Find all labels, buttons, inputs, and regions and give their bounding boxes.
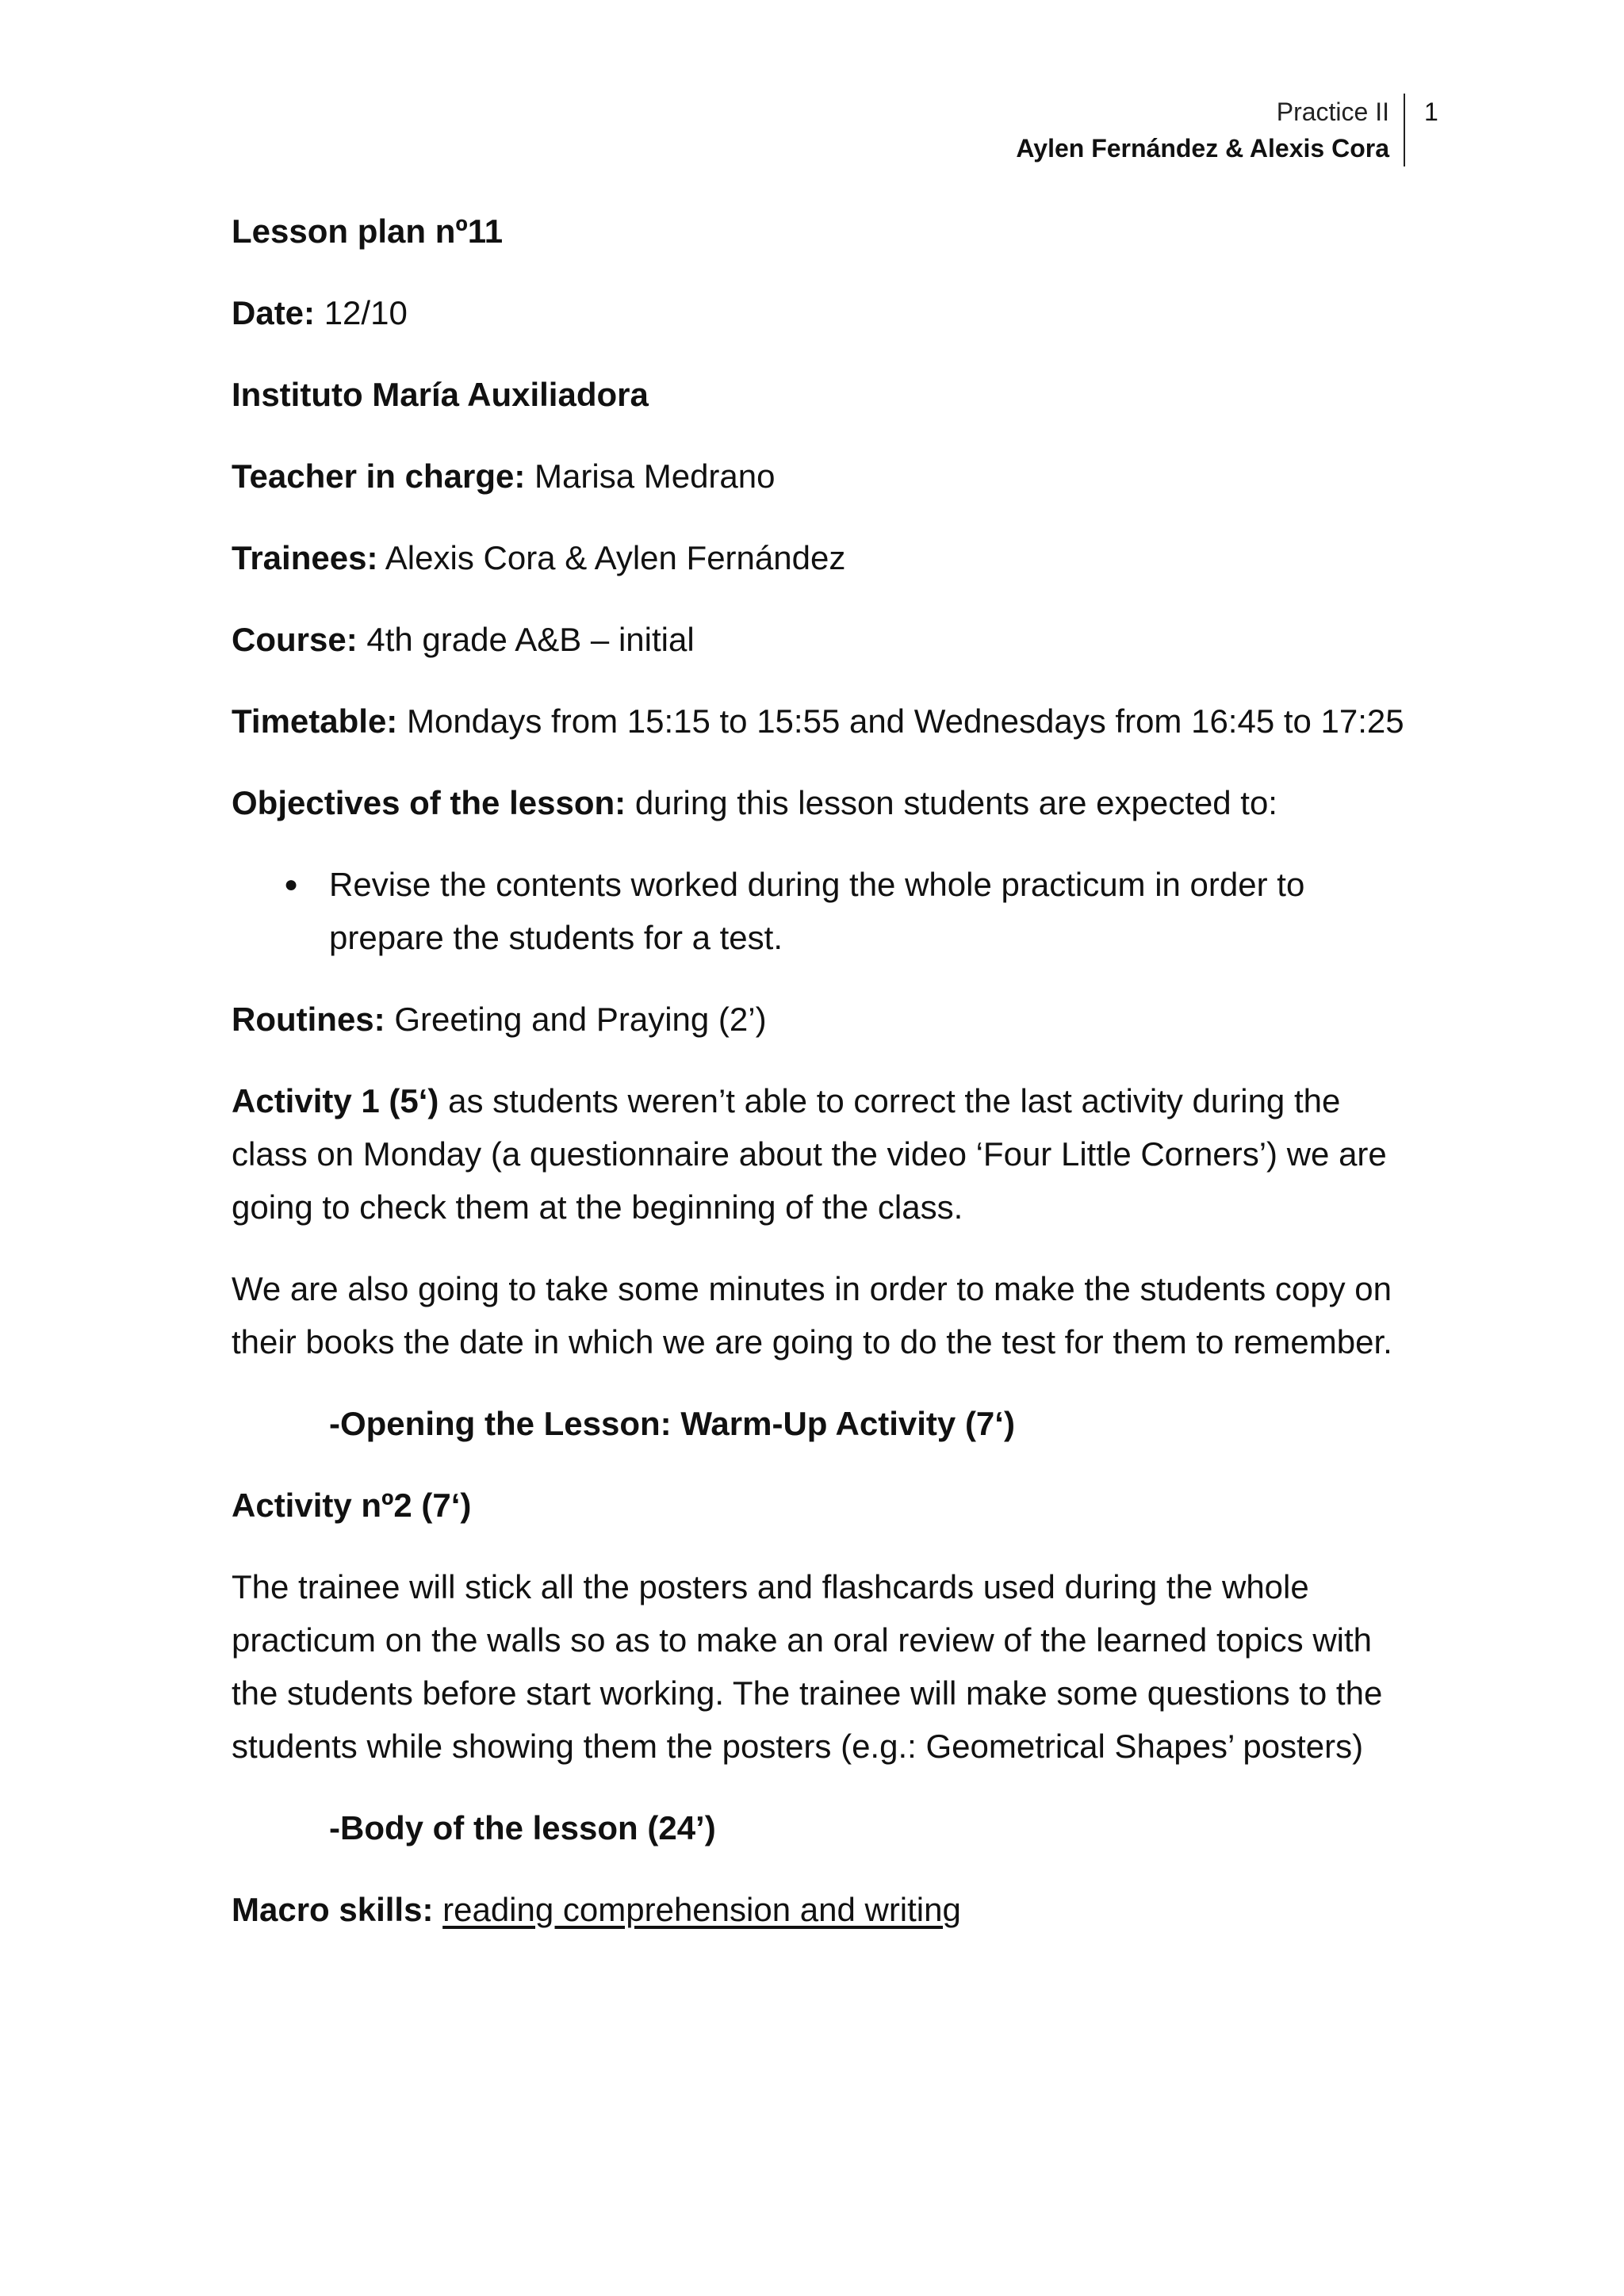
activity2-heading: Activity nº2 (7‘): [232, 1487, 472, 1524]
activity1-label: Activity 1 (5‘): [232, 1082, 439, 1119]
lesson-title: Lesson plan nº11: [232, 212, 504, 250]
page-number: 1: [1424, 98, 1438, 126]
body-heading: -Body of the lesson (24’): [329, 1809, 716, 1846]
trainees-label: Trainees:: [232, 539, 378, 576]
objectives-label: Objectives of the lesson:: [232, 784, 626, 821]
macro-label: Macro skills:: [232, 1891, 434, 1928]
page-header: [1016, 94, 1405, 166]
timetable-value: Mondays from 15:15 to 15:55 and Wednesdays from 16:45 to 17:25: [406, 702, 1404, 740]
date-value: 12/10: [324, 294, 408, 331]
objectives-line: [232, 776, 1405, 829]
routines-value: Greeting and Praying (2’): [394, 1001, 767, 1038]
header-authors: Aylen Fernández & Alexis Cora: [1016, 134, 1389, 163]
activity1-text: as students weren’t able to correct the last activity during the class on Monday (a questionnaire about the video ‘Four Little Corners’) we are going to check them at the beginning of the class.: [232, 1082, 1387, 1226]
trainees-value: Alexis Cora & Aylen Fernández: [385, 539, 846, 576]
routines-line: [232, 993, 1405, 1046]
activity1-extra: We are also going to take some minutes in order to make the students copy on their books the date in which we are going to do the test for them to remember.: [232, 1270, 1392, 1360]
bullet-icon: ●: [284, 871, 299, 897]
course-value: 4th grade A&B – initial: [366, 621, 695, 658]
objectives-list: [232, 858, 1405, 964]
date-label: Date:: [232, 294, 316, 331]
objective-item: [232, 858, 1405, 964]
timetable-line: [232, 695, 1405, 748]
school-name: Instituto María Auxiliadora: [232, 376, 649, 413]
macro-skills-line: [232, 1883, 1405, 1936]
activity2-text: The trainee will stick all the posters and flashcards used during the whole practicum on the walls so as to make an oral review of the learned topics with the students before start working. The trainee will make some questions to the students while showing them the posters (e.g.: Geometrical Shapes’ posters): [232, 1568, 1383, 1765]
header-title: Practice II: [1276, 98, 1389, 126]
objectives-value: during this lesson students are expected to:: [634, 784, 1277, 821]
teacher-value: Marisa Medrano: [534, 457, 776, 495]
routines-label: Routines:: [232, 1001, 385, 1038]
macro-value: reading comprehension and writing: [442, 1891, 961, 1928]
teacher-label: Teacher in charge:: [232, 457, 526, 495]
lesson-content: [232, 205, 1405, 1965]
opening-heading: -Opening the Lesson: Warm-Up Activity (7‘): [329, 1405, 1015, 1442]
trainees-line: [232, 531, 1405, 584]
teacher-line: [232, 450, 1405, 503]
date-line: [232, 286, 1405, 339]
activity1-paragraph: [232, 1074, 1405, 1234]
course-line: [232, 613, 1405, 666]
objective-text: Revise the contents worked during the whole practicum in order to prepare the students for a test.: [329, 866, 1305, 956]
timetable-label: Timetable:: [232, 702, 398, 740]
course-label: Course:: [232, 621, 358, 658]
